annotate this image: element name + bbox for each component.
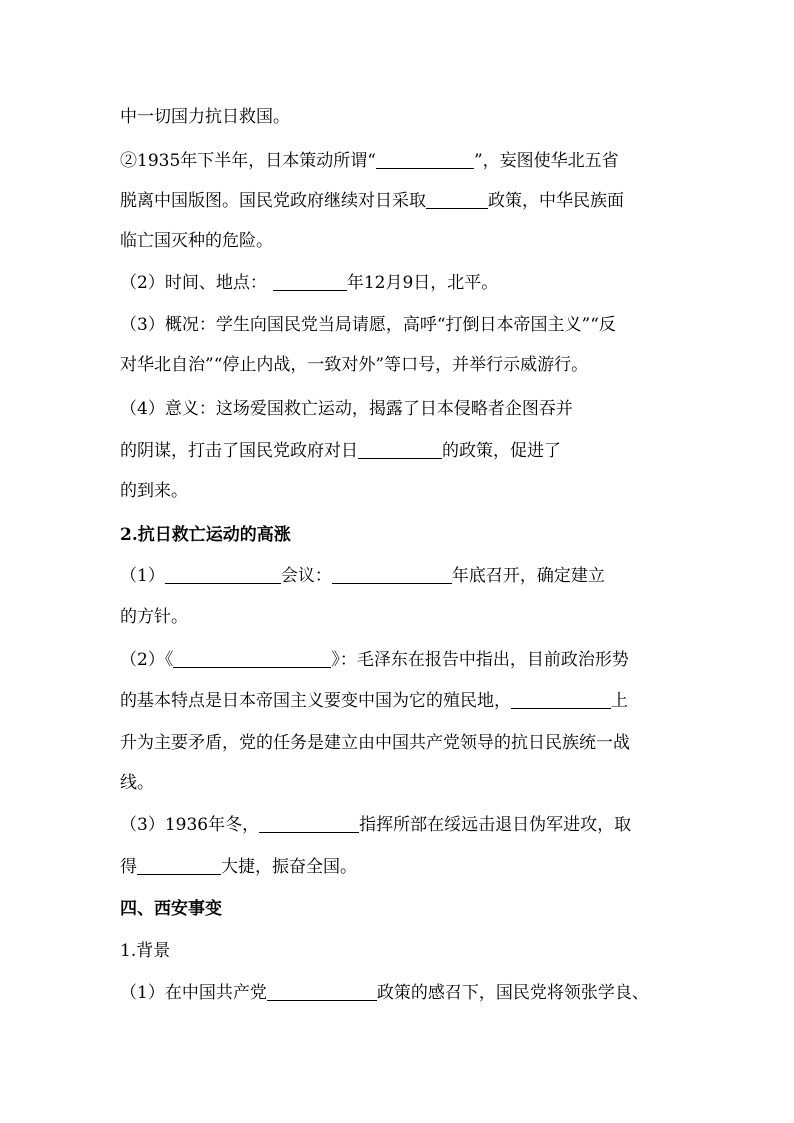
- text-segment: 1.背景: [120, 941, 171, 961]
- fill-blank[interactable]: [511, 691, 611, 709]
- text-line: [120, 272, 680, 294]
- text-segment: 的政策，促进了: [442, 441, 561, 461]
- text-line: [120, 982, 680, 1004]
- text-line: [120, 606, 680, 628]
- text-line: [120, 398, 680, 420]
- text-line: [120, 230, 680, 252]
- text-segment: 的方针。: [120, 607, 188, 627]
- fill-blank[interactable]: [165, 566, 281, 584]
- text-line: [120, 772, 680, 794]
- text-segment: （1）: [120, 566, 165, 586]
- text-segment: 上: [611, 691, 628, 711]
- text-line: [120, 856, 680, 878]
- section-heading: [120, 898, 680, 920]
- text-line: [120, 354, 680, 376]
- text-segment: 临亡国灭种的危险。: [120, 231, 273, 251]
- text-segment: （2）《: [120, 650, 174, 670]
- fill-blank[interactable]: [173, 650, 331, 668]
- text-line: [120, 814, 680, 836]
- text-line: [120, 480, 680, 502]
- fill-blank[interactable]: [137, 857, 221, 875]
- fill-blank[interactable]: [332, 566, 452, 584]
- text-segment: 年12月9日，北平。: [346, 273, 499, 293]
- text-segment: 的阴谋，打击了国民党政府对日: [120, 441, 358, 461]
- fill-blank[interactable]: [259, 815, 359, 833]
- text-segment: （3）概况：学生向国民党当局请愿，高呼“打倒日本帝国主义”“反: [120, 315, 616, 335]
- text-segment: 得: [120, 857, 137, 877]
- text-segment: （2）时间、地点：: [120, 273, 267, 293]
- text-segment: 的基本特点是日本帝国主义要变中国为它的殖民地，: [120, 691, 511, 711]
- text-line: [120, 106, 680, 128]
- text-segment: 政策的感召下，国民党将领张学良、: [376, 983, 649, 1003]
- text-line: [120, 314, 680, 336]
- text-line: [120, 565, 680, 587]
- text-segment: （4）意义：这场爱国救亡运动，揭露了日本侵略者企图吞并: [120, 399, 573, 419]
- text-segment: 的到来。: [120, 481, 188, 501]
- text-line: [120, 440, 680, 462]
- fill-blank[interactable]: [358, 441, 442, 459]
- text-segment: ②1935年下半年，日本策动所谓“: [120, 151, 376, 171]
- text-line: [120, 649, 680, 671]
- heading-text: 2.抗日救亡运动的高涨: [120, 525, 291, 545]
- fill-blank[interactable]: [376, 151, 474, 169]
- text-line: [120, 690, 680, 712]
- text-line: [120, 732, 680, 754]
- fill-blank[interactable]: [267, 983, 377, 1001]
- text-segment: 指挥所部在绥远击退日伪军进攻，取: [359, 815, 632, 835]
- text-segment: 线。: [120, 773, 154, 793]
- fill-blank[interactable]: [426, 191, 488, 209]
- section-heading: [120, 524, 680, 546]
- text-segment: 对华北自治”“停止内战，一致对外”等口号，并举行示威游行。: [120, 355, 589, 375]
- text-line: [120, 190, 680, 212]
- text-segment: 脱离中国版图。国民党政府继续对日采取: [120, 191, 426, 211]
- text-segment: （1）在中国共产党: [120, 983, 267, 1003]
- heading-text: 四、西安事变: [120, 899, 222, 919]
- text-segment: 政策，中华民族面: [488, 191, 624, 211]
- text-segment: 会议：: [280, 566, 332, 586]
- text-segment: 》：毛泽东在报告中指出，目前政治形势: [331, 650, 629, 670]
- text-line: [120, 150, 680, 172]
- text-segment: （3）1936年冬，: [120, 815, 260, 835]
- text-segment: 升为主要矛盾，党的任务是建立由中国共产党领导的抗日民族统一战: [120, 733, 630, 753]
- text-segment: 年底召开，确定建立: [451, 566, 605, 586]
- text-segment: 中一切国力抗日救国。: [120, 107, 290, 127]
- fill-blank[interactable]: [273, 273, 347, 291]
- text-segment: ”，妄图使华北五省: [473, 151, 619, 171]
- text-segment: 大捷，振奋全国。: [221, 857, 357, 877]
- text-line: [120, 940, 680, 962]
